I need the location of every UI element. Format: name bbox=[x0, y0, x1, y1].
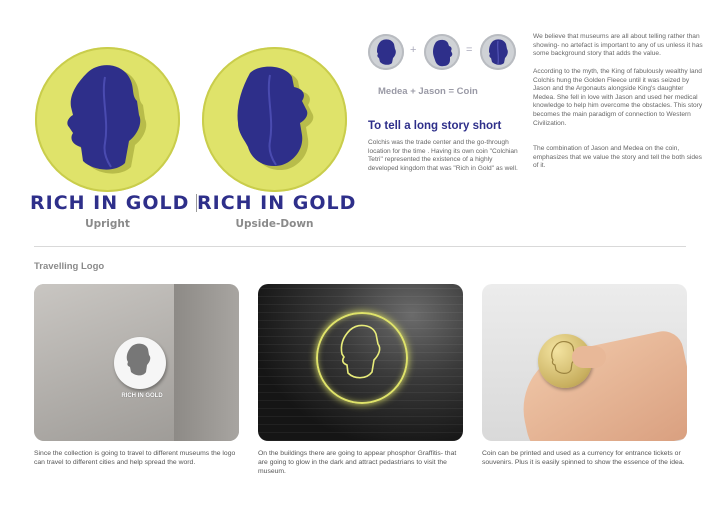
section-title: Travelling Logo bbox=[34, 261, 105, 272]
story-body: Colchis was the trade center and the go-through location for the time . Having its own coin "Colchian Tetri" represented the existence of a highly developed kingdom that was "Rich in Gold" as well. bbox=[368, 139, 518, 172]
coin-in-hand-photo bbox=[482, 284, 687, 441]
combination-paragraph: The combination of Jason and Medea on the coin, emphasizes that we value the story and tell the both sides of it. bbox=[533, 145, 702, 170]
medea-jason-profile-icon bbox=[35, 47, 180, 192]
story-heading: To tell a long story short bbox=[368, 120, 502, 132]
brand-text-upside-down: RICH IN GOLD bbox=[197, 192, 357, 214]
coin-logo-upright bbox=[35, 47, 180, 192]
jason-coin-icon bbox=[424, 34, 460, 70]
section-divider bbox=[34, 246, 686, 247]
wall-sign-photo bbox=[34, 284, 239, 441]
glow-profile-icon bbox=[318, 314, 406, 402]
plus-sign: + bbox=[410, 44, 417, 56]
medea-jason-profile-icon bbox=[202, 47, 347, 192]
caption-glow-graffiti: On the buildings there are going to appear phosphor Graffitis- that are going to glow in the dark and attract pedastrians to visit the museum. bbox=[258, 450, 457, 475]
myth-paragraph: According to the myth, the King of fabulously wealthy land Colchis hung the Golden Fleece until it was seized by Jason and the Argonauts alongside King's daughter Medea. She fell in love with Jason and used her medical knowledge to help him overcome the obstacles. This story becomes the main paradigm of connection to Western Civilization. bbox=[533, 68, 703, 127]
glow-ring bbox=[316, 312, 408, 404]
label-upright: Upright bbox=[85, 218, 130, 230]
caption-coin-in-hand: Coin can be printed and used as a currency for entrance tickets or souvenirs. Plus it is easily spinned to show the essence of the idea. bbox=[482, 450, 685, 466]
intro-paragraph: We believe that museums are all about telling rather than showing- no artefact is important to any of us unless it has some background story that adds the value. bbox=[533, 33, 703, 58]
profile-silhouette-icon bbox=[114, 337, 166, 389]
brand-text-upright: RICH IN GOLD bbox=[30, 192, 190, 214]
coin-logo-upside-down bbox=[202, 47, 347, 192]
label-upside-down: Upside-Down bbox=[235, 218, 314, 230]
medea-coin-icon bbox=[368, 34, 404, 70]
thumb bbox=[572, 346, 606, 368]
caption-wall-sign: Since the collection is going to travel to different museums the logo can travel to different cities and help spread the word. bbox=[34, 450, 236, 466]
sign-text: RICH IN GOLD bbox=[121, 393, 163, 399]
equation-text: Medea + Jason = Coin bbox=[378, 86, 478, 97]
wall-shadow bbox=[174, 284, 239, 441]
sign-disc bbox=[114, 337, 166, 389]
equals-sign: = bbox=[466, 44, 473, 56]
glow-graffiti-photo bbox=[258, 284, 463, 441]
combined-coin-icon bbox=[480, 34, 516, 70]
